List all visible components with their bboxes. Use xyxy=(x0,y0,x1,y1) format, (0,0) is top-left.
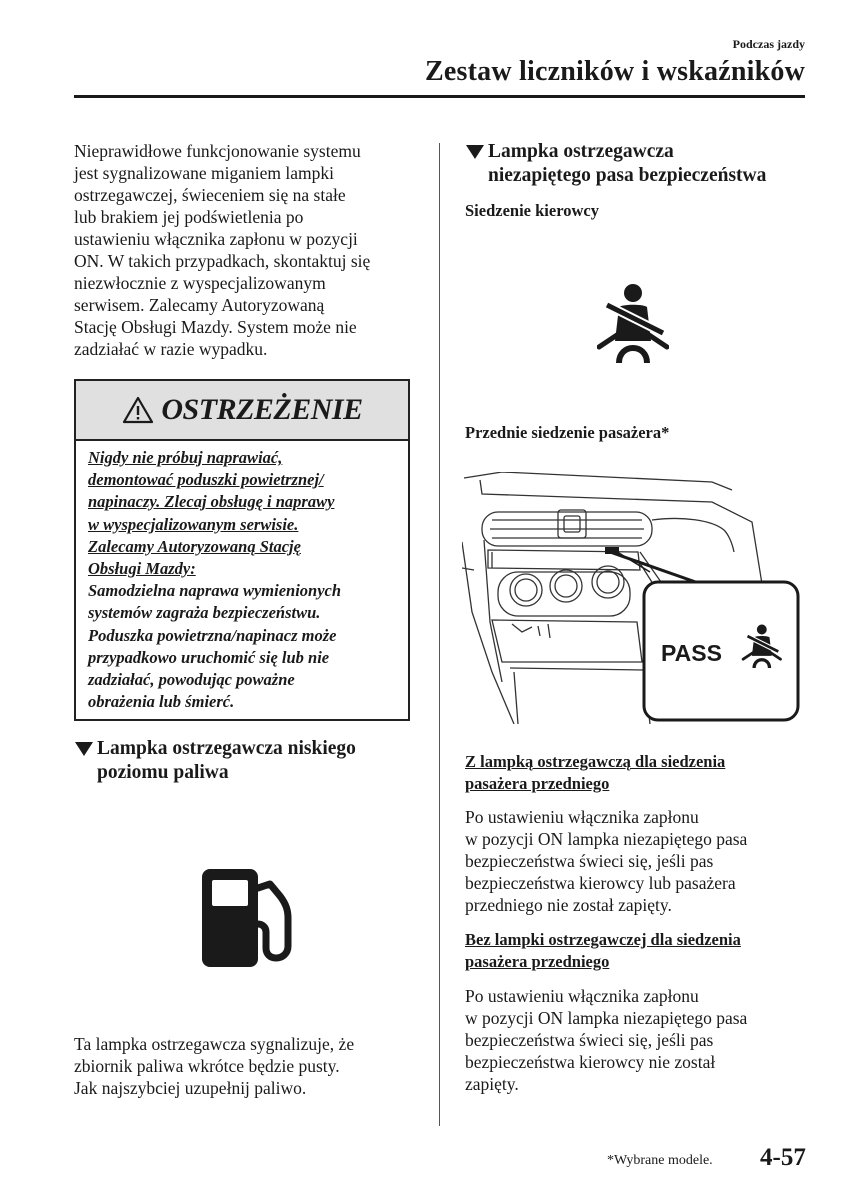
text-line: ustawieniu włącznika zapłonu w pozycji xyxy=(74,229,358,249)
text-line: Jak najszybciej uzupełnij paliwo. xyxy=(74,1078,307,1098)
passenger-seat-label: Przednie siedzenie pasażera* xyxy=(465,423,670,442)
down-triangle-icon xyxy=(74,741,94,757)
heading-line: Lampka ostrzegawcza niskiego xyxy=(97,738,356,759)
text-line: zapięty. xyxy=(465,1074,519,1094)
warning-triangle-icon xyxy=(121,395,155,425)
down-triangle-icon xyxy=(465,144,485,160)
text-line: jest sygnalizowane miganiem lampki xyxy=(74,163,335,183)
title-rule xyxy=(74,95,805,98)
pass-label: PASS xyxy=(661,640,722,666)
warning-line: Zalecamy Autoryzowaną Stację xyxy=(88,536,301,556)
warning-line: demontować poduszki powietrznej/ xyxy=(88,470,324,490)
text-line: Po ustawieniu włącznika zapłonu xyxy=(465,807,699,827)
text-line: bezpieczeństwa kierowcy nie został xyxy=(465,1052,716,1072)
text-line: przedniego nie został zapięty. xyxy=(465,895,672,915)
footnote: *Wybrane modele. xyxy=(607,1153,713,1168)
text-line: w pozycji ON lampka niezapiętego pasa xyxy=(465,1008,748,1028)
page-title: Zestaw liczników i wskaźników xyxy=(425,56,805,87)
text-line: ON. W takich przypadkach, skontaktuj się xyxy=(74,251,371,271)
warning-line: Samodzielna naprawa wymienionych xyxy=(88,581,342,601)
text-line: lub brakiem jej podświetlenia po xyxy=(74,207,304,227)
warning-line: obrażenia lub śmierć. xyxy=(88,692,235,712)
warning-line: w wyspecjalizowanym serwisie. xyxy=(88,514,299,534)
text-line: ostrzegawczej, świeceniem się na stałe xyxy=(74,185,346,205)
seatbelt-heading xyxy=(465,140,766,188)
text-line: w pozycji ON lampka niezapiętego pasa xyxy=(465,829,748,849)
text-line: bezpieczeństwa kierowcy lub pasażera xyxy=(465,873,736,893)
fuel-paragraph xyxy=(74,1033,419,1099)
heading-line: Lampka ostrzegawcza xyxy=(488,141,674,162)
text-line: Stację Obsługi Mazdy. System może nie xyxy=(74,317,357,337)
warning-title: OSTRZEŻENIE xyxy=(161,393,363,426)
text-line: niezwłocznie z wyspecjalizowanym xyxy=(74,273,326,293)
warning-line: przypadkowo uruchomić się lub nie xyxy=(88,647,330,667)
warning-line: Obsługi Mazdy: xyxy=(88,559,196,579)
text-line: zbiornik paliwa wkrótce będzie pusty. xyxy=(74,1056,340,1076)
warning-line: napinaczy. Zlecaj obsługę i naprawy xyxy=(88,492,335,512)
without-lamp-paragraph xyxy=(465,985,810,1095)
heading-line: Z lampką ostrzegawczą dla siedzenia xyxy=(465,752,726,771)
text-line: bezpieczeństwa świeci się, jeśli pas xyxy=(465,851,714,871)
seatbelt-icon xyxy=(597,283,669,365)
warning-line: Nigdy nie próbuj naprawiać, xyxy=(88,448,283,467)
warning-box xyxy=(74,379,410,721)
fuel-pump-icon xyxy=(200,866,296,970)
heading-line: Bez lampki ostrzegawczej dla siedzenia xyxy=(465,930,741,949)
text-line: Ta lampka ostrzegawcza sygnalizuje, że xyxy=(74,1034,355,1054)
section-label: Podczas jazdy xyxy=(732,37,805,51)
without-lamp-heading xyxy=(465,929,741,973)
text-line: bezpieczeństwa świeci się, jeśli pas xyxy=(465,1030,714,1050)
text-line: zadziałać w razie wypadku. xyxy=(74,339,268,359)
warning-line: Poduszka powietrzna/napinacz może xyxy=(88,625,337,645)
with-lamp-heading xyxy=(465,751,725,795)
intro-paragraph xyxy=(74,140,419,360)
column-divider xyxy=(439,143,440,1126)
driver-seat-label: Siedzenie kierowcy xyxy=(465,201,599,220)
fuel-heading xyxy=(74,737,356,785)
heading-line: poziomu paliwa xyxy=(97,762,229,783)
warning-header xyxy=(76,381,408,441)
dashboard-illustration xyxy=(462,472,802,724)
text-line: Po ustawieniu włącznika zapłonu xyxy=(465,986,699,1006)
warning-line: zadziałać, powodując poważne xyxy=(88,670,295,690)
with-lamp-paragraph xyxy=(465,806,810,916)
warning-body xyxy=(88,447,400,713)
text-line: serwisem. Zalecamy Autoryzowaną xyxy=(74,295,325,315)
heading-line: pasażera przedniego xyxy=(465,952,610,971)
heading-line: pasażera przedniego xyxy=(465,774,610,793)
warning-line: systemów zagraża bezpieczeństwu. xyxy=(88,603,321,623)
page-number: 4-57 xyxy=(760,1144,806,1171)
text-line: Nieprawidłowe funkcjonowanie systemu xyxy=(74,141,361,161)
heading-line: niezapiętego pasa bezpieczeństwa xyxy=(488,165,767,186)
